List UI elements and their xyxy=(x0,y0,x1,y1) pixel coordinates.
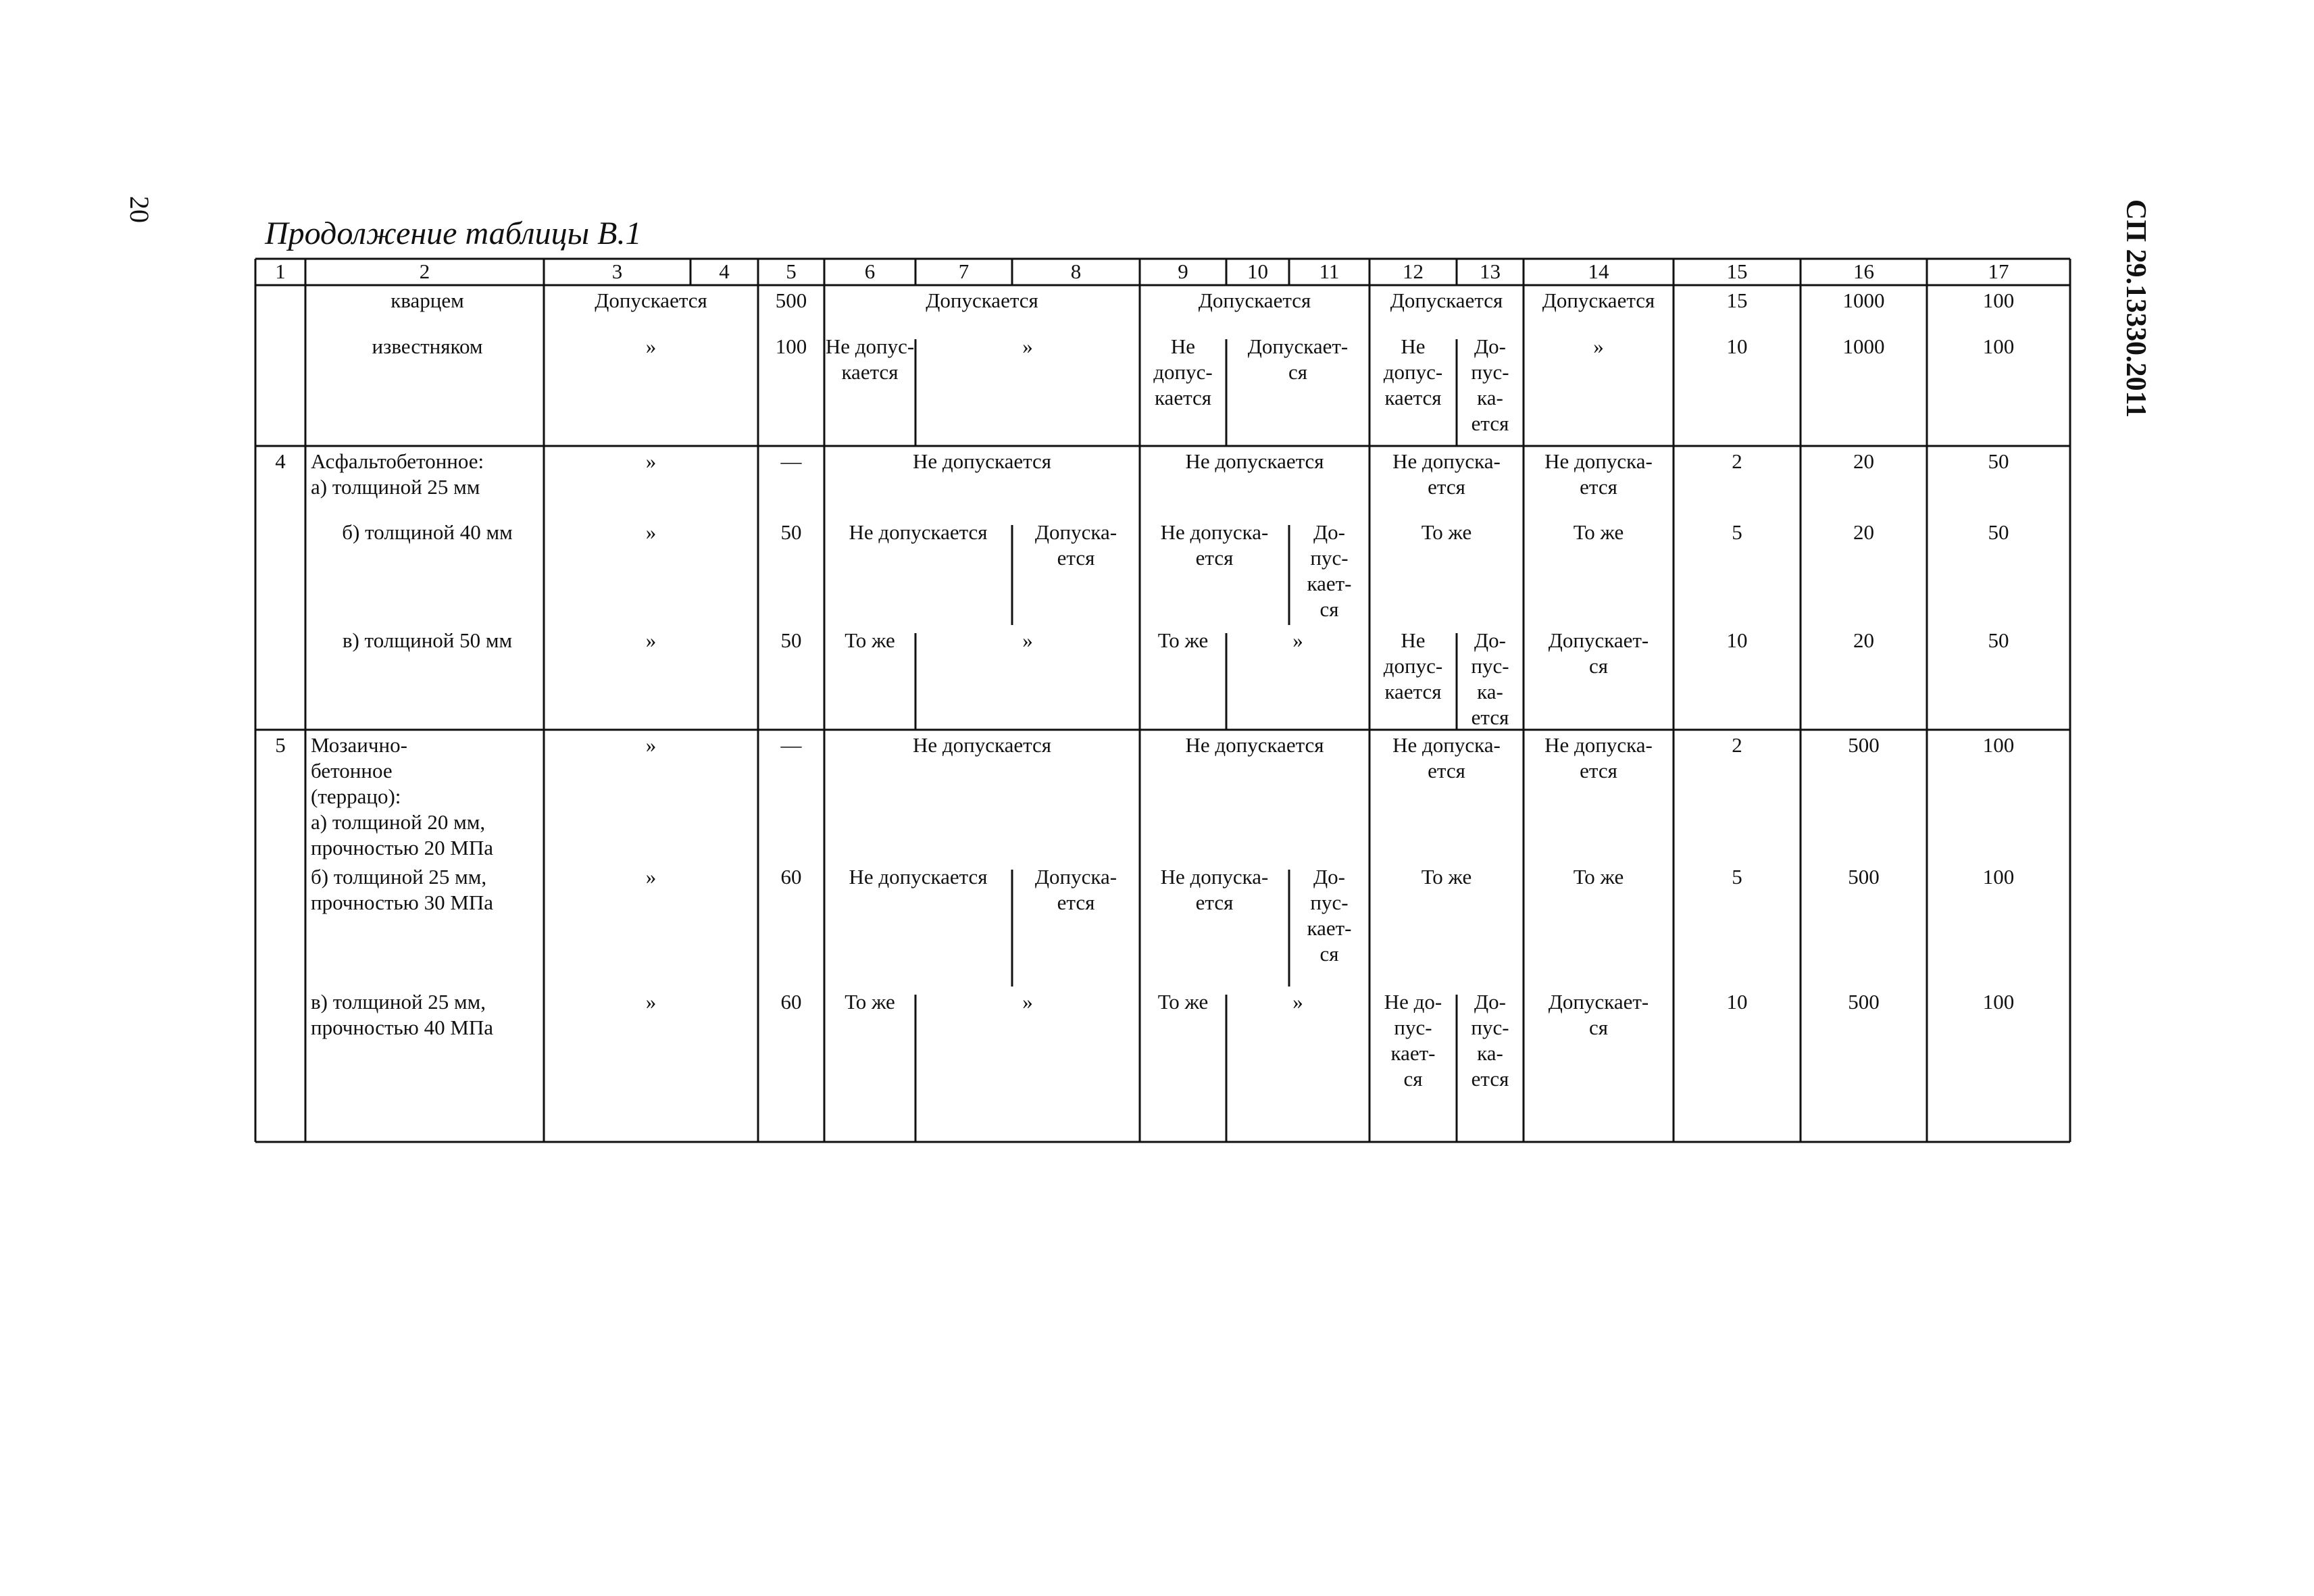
col5-cell: 50 xyxy=(780,520,802,544)
col12-cell: Не до- пус- кает- ся xyxy=(1384,990,1442,1091)
cols-6-7: Не допускается xyxy=(849,520,988,544)
cols-12-13: То же xyxy=(1421,520,1472,544)
col8-cell: Допуска- ется xyxy=(1034,865,1117,914)
header-cell: 4 xyxy=(719,259,730,283)
col16-cell: 500 xyxy=(1848,990,1880,1014)
col3-cell: Допускается xyxy=(595,289,707,312)
col16-cell: 500 xyxy=(1848,733,1880,757)
col3-cell: » xyxy=(645,449,657,473)
col3-cell: » xyxy=(645,865,657,889)
row-label: в) толщиной 25 мм, прочностью 40 МПа xyxy=(311,990,494,1039)
cols-12-13: То же xyxy=(1421,865,1472,889)
col12-cell: Не допус- кается xyxy=(1383,628,1443,703)
col6-cell: Не допус- кается xyxy=(825,334,915,384)
header-cell: 3 xyxy=(611,259,623,283)
cols-12-13: Допускается xyxy=(1390,289,1503,312)
row-label: Мозаично- бетонное (террацо): а) толщиной 20 мм, прочностью 20 МПа xyxy=(311,733,494,859)
row-number: 4 xyxy=(275,449,286,473)
col16-cell: 1000 xyxy=(1842,289,1885,312)
col11-cell: До- пус- кает- ся xyxy=(1307,520,1352,621)
cols-6-8: Допускается xyxy=(926,289,1038,312)
cols-10-11: » xyxy=(1292,990,1303,1014)
cols-7-8: » xyxy=(1022,334,1033,358)
cols-9-11: Допускается xyxy=(1198,289,1311,312)
col17-cell: 100 xyxy=(1982,865,2015,889)
col15-cell: 10 xyxy=(1726,628,1748,652)
page-number: 20 xyxy=(124,196,155,223)
header-cell: 1 xyxy=(275,259,286,283)
cols-7-8: » xyxy=(1022,990,1033,1014)
cols-9-10: Не допуска- ется xyxy=(1160,865,1269,914)
row-label: в) толщиной 50 мм xyxy=(342,628,513,652)
header-cell: 5 xyxy=(786,259,797,283)
col14-cell: Допускается xyxy=(1542,289,1655,312)
col17-cell: 50 xyxy=(1988,449,2009,473)
header-cell: 16 xyxy=(1853,259,1874,283)
col16-cell: 20 xyxy=(1853,449,1874,473)
row-label: Асфальтобетонное: а) толщиной 25 мм xyxy=(311,449,484,499)
col5-cell: 60 xyxy=(780,990,802,1014)
header-cell: 12 xyxy=(1403,259,1424,283)
row-number: 5 xyxy=(275,733,286,757)
col15-cell: 15 xyxy=(1726,289,1748,312)
col15-cell: 2 xyxy=(1732,449,1742,473)
col5-cell: 100 xyxy=(775,334,807,358)
col5-cell: 500 xyxy=(775,289,807,312)
col16-cell: 20 xyxy=(1853,628,1874,652)
col16-cell: 500 xyxy=(1848,865,1880,889)
cols-12-13: Не допуска- ется xyxy=(1392,733,1501,782)
header-cell: 11 xyxy=(1319,259,1340,283)
header-cell: 14 xyxy=(1588,259,1609,283)
header-cell: 7 xyxy=(958,259,970,283)
cols-10-11: » xyxy=(1292,628,1303,652)
cols-9-11: Не допускается xyxy=(1185,733,1324,757)
col11-cell: До- пус- кает- ся xyxy=(1307,865,1352,966)
col13-cell: До- пус- ка- ется xyxy=(1471,628,1509,729)
col17-cell: 100 xyxy=(1982,990,2015,1014)
cols-9-11: Не допускается xyxy=(1185,449,1324,473)
col15-cell: 10 xyxy=(1726,990,1748,1014)
col13-cell: До- пус- ка- ется xyxy=(1471,334,1509,435)
col3-cell: » xyxy=(645,733,657,757)
col15-cell: 5 xyxy=(1732,865,1742,889)
col14-cell: Не допуска- ется xyxy=(1544,449,1653,499)
cols-6-8: Не допускается xyxy=(912,733,1052,757)
col8-cell: Допуска- ется xyxy=(1034,520,1117,570)
col14-cell: То же xyxy=(1573,865,1624,889)
col14-cell: То же xyxy=(1573,520,1624,544)
row-label: б) толщиной 40 мм xyxy=(342,520,513,544)
col14-cell: Не допуска- ется xyxy=(1544,733,1653,782)
col17-cell: 100 xyxy=(1982,289,2015,312)
col6-cell: То же xyxy=(845,628,895,652)
col14-cell: » xyxy=(1593,334,1604,358)
header-cell: 15 xyxy=(1726,259,1748,283)
col3-cell: » xyxy=(645,628,657,652)
cols-6-7: Не допускается xyxy=(849,865,988,889)
header-cell: 10 xyxy=(1247,259,1268,283)
col13-cell: До- пус- ка- ется xyxy=(1471,990,1509,1091)
col12-cell: Не допус- кается xyxy=(1383,334,1443,409)
col17-cell: 100 xyxy=(1982,733,2015,757)
row-label: кварцем xyxy=(391,289,464,312)
cols-12-13: Не допуска- ется xyxy=(1392,449,1501,499)
col9-cell: То же xyxy=(1157,990,1209,1014)
col15-cell: 5 xyxy=(1732,520,1742,544)
col3-cell: » xyxy=(645,520,657,544)
col9-cell: То же xyxy=(1157,628,1209,652)
col14-cell: Допускает- ся xyxy=(1548,628,1649,678)
header-cell: 17 xyxy=(1988,259,2009,283)
table-caption: Продолжение таблицы В.1 xyxy=(265,216,642,251)
header-cell: 6 xyxy=(864,259,876,283)
header-cell: 13 xyxy=(1480,259,1501,283)
col5-cell: — xyxy=(780,449,802,473)
col3-cell: » xyxy=(645,990,657,1014)
document-code: СП 29.13330.2011 xyxy=(2120,199,2151,418)
col5-cell: 60 xyxy=(780,865,802,889)
col16-cell: 1000 xyxy=(1842,334,1885,358)
col15-cell: 10 xyxy=(1726,334,1748,358)
col5-cell: 50 xyxy=(780,628,802,652)
cols-7-8: » xyxy=(1022,628,1033,652)
cols-6-8: Не допускается xyxy=(912,449,1052,473)
col17-cell: 100 xyxy=(1982,334,2015,358)
row-label: б) толщиной 25 мм, прочностью 30 МПа xyxy=(311,865,494,914)
col6-cell: То же xyxy=(845,990,895,1014)
header-cell: 2 xyxy=(419,259,430,283)
col15-cell: 2 xyxy=(1732,733,1742,757)
col14-cell: Допускает- ся xyxy=(1548,990,1649,1039)
col16-cell: 20 xyxy=(1853,520,1874,544)
col5-cell: — xyxy=(780,733,802,757)
header-cell: 8 xyxy=(1070,259,1082,283)
col3-cell: » xyxy=(645,334,657,358)
col17-cell: 50 xyxy=(1988,628,2009,652)
cols-10-11: Допускает- ся xyxy=(1247,334,1349,384)
col17-cell: 50 xyxy=(1988,520,2009,544)
row-label: известняком xyxy=(372,334,483,358)
cols-9-10: Не допуска- ется xyxy=(1160,520,1269,570)
header-cell: 9 xyxy=(1178,259,1188,283)
col9-cell: Не допус- кается xyxy=(1153,334,1213,409)
